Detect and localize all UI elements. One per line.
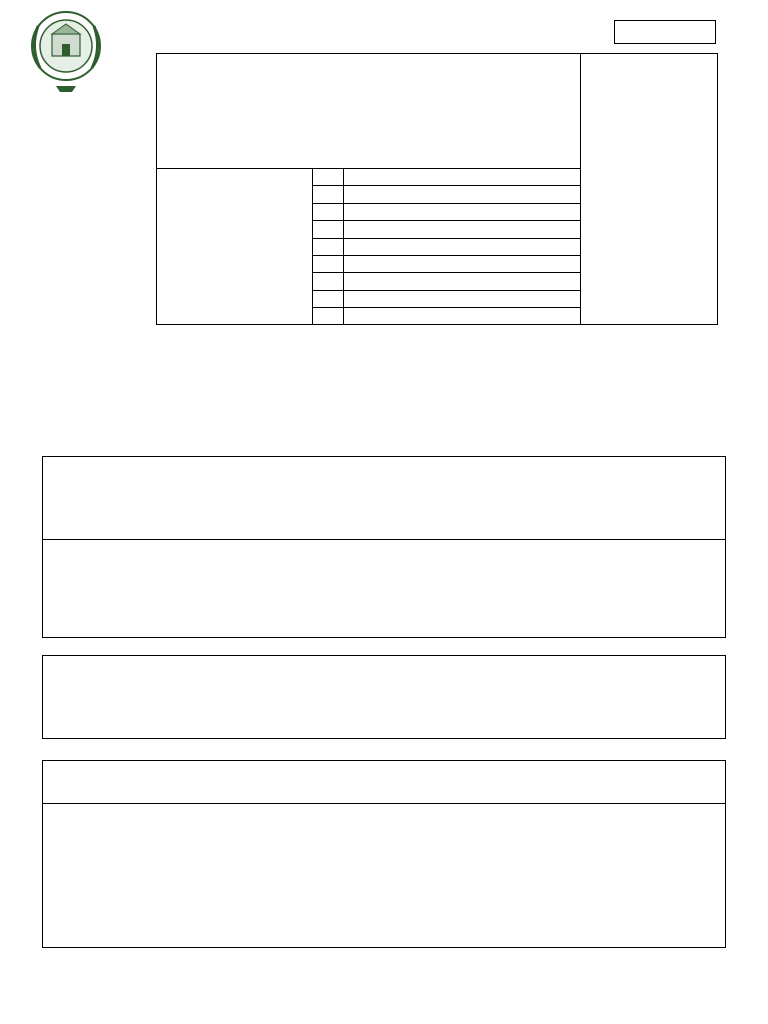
option-row[interactable]: [313, 273, 580, 290]
pec-logo: [22, 8, 110, 108]
option-row[interactable]: [313, 239, 580, 256]
option-row[interactable]: [313, 256, 580, 273]
owners-box: [42, 804, 726, 948]
courier-row: [73, 598, 95, 614]
option-row[interactable]: [313, 291, 580, 308]
contact-row: [49, 560, 57, 576]
option-row[interactable]: [313, 169, 580, 186]
option-row[interactable]: [313, 308, 580, 325]
option-row[interactable]: [313, 186, 580, 203]
option-row[interactable]: [313, 204, 580, 221]
option-row[interactable]: [313, 221, 580, 238]
phone-row: [73, 581, 105, 597]
ownership-type-box: [42, 760, 726, 804]
applicant-row[interactable]: [49, 543, 57, 559]
form-code: [614, 20, 716, 44]
new-address-box: [42, 655, 726, 739]
contact-box: [42, 540, 726, 638]
new-name-box: [42, 456, 726, 540]
